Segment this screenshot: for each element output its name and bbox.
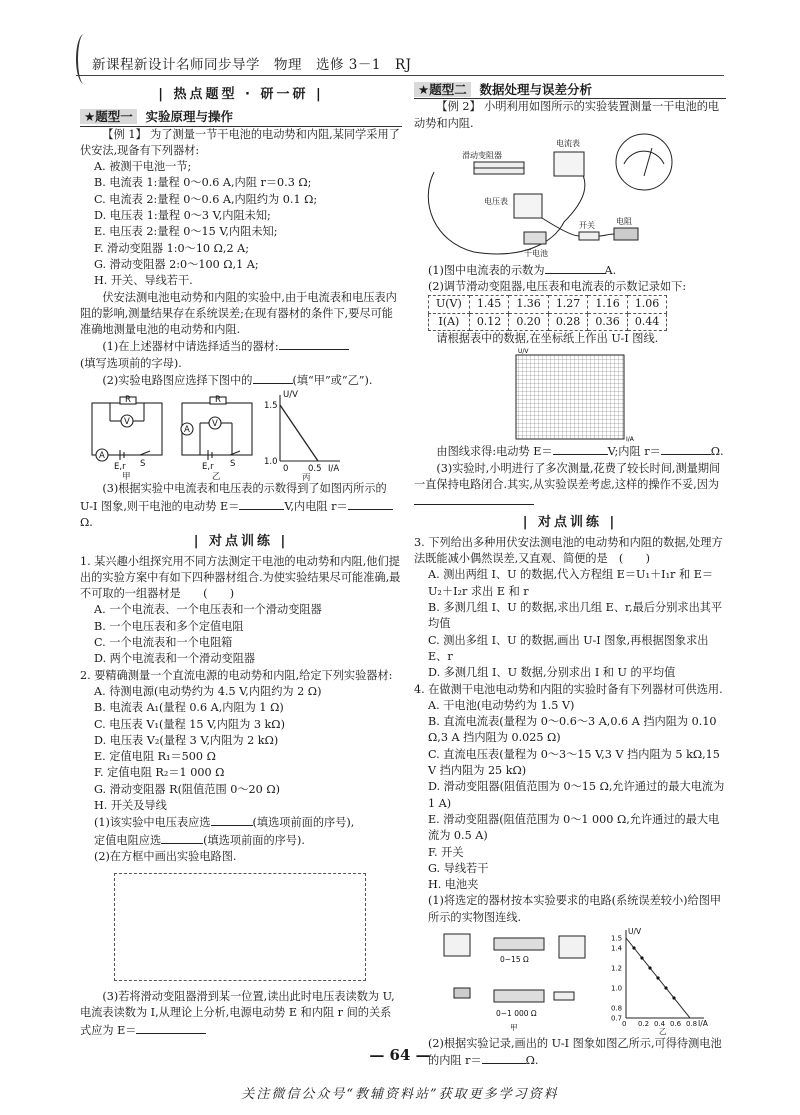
train-title-left: | 对点训练 | xyxy=(193,534,289,550)
ex1-opt-g: G. 滑动变阻器 2:0～100 Ω,1 A; xyxy=(94,257,259,271)
ui-ytick-1: 1.4 xyxy=(611,944,623,953)
label-battery: 干电池 xyxy=(524,248,548,258)
q4-opt-a: A. 干电池(电动势约为 1.5 V) xyxy=(428,698,575,712)
type2-name: 数据处理与误差分析 xyxy=(479,82,592,97)
ex2-stem: 【例 2】 小明利用如图所示的实验装置测量一干电池的电动势和内阻. xyxy=(414,100,720,130)
q2-sub1b: 定值电阻应选 (填选项前面的序号). xyxy=(94,833,305,847)
ui-point-2 xyxy=(648,966,651,969)
ex1-q3: (3)根据实验中电流表和电压表的示数得到了如图丙所示的 U-I 图象,则干电池的电动势 E＝ V,内电阻 r＝Ω. xyxy=(80,481,402,531)
fig-tick-05: 0.5 xyxy=(308,464,322,475)
label-fig-jia: 甲 xyxy=(510,1022,518,1032)
ex1-opt-d: D. 电压表 1:量程 0～3 V,内阻未知; xyxy=(94,209,271,223)
ex2-q3: (3)实验时,小明进行了多次测量,花费了较长时间,测量期间一直保持电路闭合.其实,从实验误差考虑,这样的操作不妥,因为 xyxy=(414,461,726,511)
q2-sub2: (2)在方框中画出实验电路图. xyxy=(94,849,237,863)
ex1-q2: (2)实验电路图应选择下图中的 (填“甲”或“乙”). xyxy=(102,374,373,388)
graph-paper xyxy=(414,347,726,443)
ui-xtick-3: 0.6 xyxy=(670,1019,682,1028)
q2-opt-e: E. 定值电阻 R₁＝500 Ω xyxy=(94,750,216,764)
fig-er-jia: E,r xyxy=(114,462,126,473)
ui-xtick-0: 0 xyxy=(622,1019,627,1028)
q4-stem: 4. 在做测干电池电动势和内阻的实验时备有下列器材可供选用. xyxy=(414,682,723,696)
label-resistor: 电阻 xyxy=(616,216,632,226)
ui-xtick-2: 0.4 xyxy=(654,1019,666,1028)
fig-a-jia: A xyxy=(99,451,105,462)
label-rheostat-1000: 0~1 000 Ω xyxy=(496,1008,537,1018)
label-voltmeter: 电压表 xyxy=(484,196,508,206)
q4-opt-d: D. 滑动变阻器(阻值范围为 0～15 Ω,允许通过的最大电流为 1 A) xyxy=(428,780,725,810)
fig-a-yi: A xyxy=(184,425,190,436)
fig-r-yi: R xyxy=(215,395,221,406)
fig-tick-0: 0 xyxy=(283,464,289,475)
q2-opt-h: H. 开关及导线 xyxy=(94,798,167,812)
ex1-opt-f: F. 滑动变阻器 1:0～10 Ω,2 A; xyxy=(94,241,249,255)
page-number: — 64 — xyxy=(369,1046,431,1064)
fig-r-jia: R xyxy=(125,395,131,406)
q2-opt-d: D. 电压表 V₂(量程 3 V,内阻为 2 kΩ) xyxy=(94,733,279,747)
fig-v-jia: V xyxy=(124,417,130,428)
q2-sub1: (1)该实验中电压表应选 (填选项前面的序号), xyxy=(94,816,355,830)
ui-ytick-4: 0.8 xyxy=(611,1004,623,1013)
ex2-q2c: 由图线求得:电动势 E＝ V;内阻 r＝ Ω. xyxy=(436,445,724,459)
ui-ytick-0: 1.5 xyxy=(611,934,623,943)
grid-u-label: U/V xyxy=(518,348,529,356)
ex1-stem: 【例 1】 为了测量一节干电池的电动势和内阻,某同学采用了伏安法,现备有下列器材: xyxy=(80,127,400,157)
q1-opt-b: B. 一个电压表和多个定值电阻 xyxy=(94,619,244,633)
ex2-q2b: 请根据表中的数据,在坐标纸上作出 U-I 图线. xyxy=(436,332,659,346)
ex1-q1: (1)在上述器材中请选择适当的器材: xyxy=(80,338,402,355)
q4-opt-c: C. 直流电压表(量程为 0～3～15 V,3 V 挡内阻为 5 kΩ,15 V 挡内阻为 25 kΩ) xyxy=(428,747,720,778)
running-header: 新课程新设计名师同步导学 物理 选修 3－1 RJ xyxy=(92,57,412,73)
ui-axis-u: U/V xyxy=(628,926,642,936)
type1-label: ★题型一 xyxy=(80,109,137,124)
ui-axis-i: I/A xyxy=(698,1018,708,1028)
q4-figures xyxy=(414,926,726,1036)
ui-ytick-5: 0.7 xyxy=(611,1014,623,1023)
ui-point-0 xyxy=(632,946,635,949)
table-row-i: I(A) 0.12 0.20 0.28 0.36 0.44 xyxy=(429,313,667,330)
q2-stem: 2. 要精确测量一个直流电源的电动势和内阻,给定下列实验器材: xyxy=(80,668,393,682)
q4-opt-b: B. 直流电流表(量程为 0～0.6～3 A,0.6 A 挡内阻为 0.10 Ω,3 A 挡内阻为 0.025 Ω) xyxy=(428,715,717,745)
fig-tick-10: 1.0 xyxy=(264,457,278,468)
ex1-q1-tail: (填写选项前的字母). xyxy=(80,356,182,370)
q4-sub1: (1)将选定的器材按本实验要求的电路(系统误差较小)给图甲所示的实物图连线. xyxy=(428,894,722,924)
ex1-opt-a: A. 被测干电池一节; xyxy=(94,160,192,174)
fig-label-yi: 乙 xyxy=(212,472,221,482)
ui-xtick-4: 0.8 xyxy=(686,1019,698,1028)
q2-drawing-box xyxy=(114,873,366,981)
q2-sub3: (3)若将滑动变阻器滑到某一位置,读出此时电压表读数为 U,电流表读数为 I,从理论上分析,电源电动势 E 和内阻 r 间的关系式应为 E＝ xyxy=(80,990,395,1037)
footer-note: 关注微信公众号“教辅资料站”获取更多学习资料 xyxy=(241,1087,559,1102)
q1-opt-c: C. 一个电流表和一个电阻箱 xyxy=(94,636,233,650)
q1-opt-a: A. 一个电流表、一个电压表和一个滑动变阻器 xyxy=(94,603,322,617)
fig-label-bing: 丙 xyxy=(302,473,311,482)
ex1-desc: 伏安法测电池电动势和内阻的实验中,由于电流表和电压表内阻的影响,测量结果存在系统误差;在现有器材的条件下,要尽可能准确地测量电池的电动势和内阻. xyxy=(80,290,397,337)
q4-sub2: (2)根据实验记录,画出的 U-I 图象如图乙所示,可得待测电池的内阻 r＝ Ω. xyxy=(428,1036,722,1068)
q2-opt-a: A. 待测电源(电动势约为 4.5 V,内阻约为 2 Ω) xyxy=(94,684,322,698)
ui-ytick-2: 1.2 xyxy=(611,964,623,973)
type1-name: 实验原理与操作 xyxy=(145,109,233,125)
q1-opt-d: D. 两个电流表和一个滑动变阻器 xyxy=(94,652,256,666)
data-table xyxy=(428,295,667,331)
ex1-opt-e: E. 电压表 2:量程 0～15 V,内阻未知; xyxy=(94,225,278,239)
hot-title: | 热点题型 · 研一研 | xyxy=(158,87,324,102)
ui-ytick-3: 1.0 xyxy=(611,984,623,993)
fig-tick-15: 1.5 xyxy=(264,401,278,412)
ui-point-4 xyxy=(664,986,667,989)
fig-s-jia: S xyxy=(140,459,146,470)
ui-xtick-1: 0.2 xyxy=(638,1019,650,1028)
header-brace xyxy=(76,34,92,84)
q3-stem: 3. 下列给出多种用伏安法测电池的电动势和内阻的数据,处理方法既能减小偶然误差,又直观、简便的是 ( ) xyxy=(414,535,723,566)
type2-label: ★题型二 xyxy=(414,82,471,97)
type2-heading xyxy=(414,82,726,99)
label-ammeter: 电流表 xyxy=(556,138,580,148)
q3-opt-c: C. 测出多组 I、U 的数据,画出 U-I 图象,再根据图象求出 E、r xyxy=(428,633,709,663)
q1-stem: 1. 某兴趣小组探究用不同方法测定干电池的电动势和内阻,他们提出的实验方案中有如下四种器材组合.为使实验结果尽可能准确,最不可取的一组器材是 ( ) xyxy=(80,554,401,601)
label-rheostat: 滑动变阻器 xyxy=(462,150,502,160)
fig-uv-bing: U/V xyxy=(283,390,298,401)
q2-opt-c: C. 电压表 V₁(量程 15 V,内阻为 3 kΩ) xyxy=(94,717,285,731)
ex1-circuit-figures xyxy=(80,389,402,481)
ex2-apparatus-figure xyxy=(414,132,726,262)
q4-opt-g: G. 导线若干 xyxy=(428,861,489,875)
fig-er-yi: E,r xyxy=(202,462,214,473)
fig-s-yi: S xyxy=(230,459,236,470)
fig-ia-bing: I/A xyxy=(328,464,340,475)
ex1-opt-h: H. 开关、导线若干. xyxy=(94,274,193,288)
left-column xyxy=(80,87,402,1039)
type1-heading xyxy=(80,109,402,126)
q3-opt-a: A. 测出两组 I、U 的数据,代入方程组 E＝U₁＋I₁r 和 E＝U₂＋I₂r 求出 E 和 r xyxy=(428,568,714,598)
q3-opt-b: B. 多测几组 I、U 的数据,求出几组 E、r,最后分别求出其平均值 xyxy=(428,601,723,631)
q3-opt-d: D. 多测几组 I、U 数据,分别求出 I 和 U 的平均值 xyxy=(428,666,676,680)
train-title-right: | 对点训练 | xyxy=(522,514,618,530)
ex2-q1: (1)图中电流表的示数为 A. xyxy=(428,263,617,277)
q4-opt-f: F. 开关 xyxy=(428,845,464,859)
q4-opt-e: E. 滑动变阻器(阻值范围为 0～1 000 Ω,允许通过的最大电流为 0.5 A) xyxy=(428,812,720,843)
q2-opt-b: B. 电流表 A₁(量程 0.6 A,内阻为 1 Ω) xyxy=(94,701,284,715)
ex2-q2: (2)调节滑动变阻器,电压表和电流表的示数记录如下: xyxy=(428,280,687,294)
fig-label-jia: 甲 xyxy=(122,472,131,482)
fig-v-yi: V xyxy=(212,419,218,430)
ui-point-1 xyxy=(640,956,643,959)
right-column xyxy=(414,82,726,1070)
header-rule xyxy=(76,75,724,76)
label-rheostat-15: 0~15 Ω xyxy=(500,954,529,964)
q2-opt-f: F. 定值电阻 R₂＝1 000 Ω xyxy=(94,766,225,780)
q4-opt-h: H. 电池夹 xyxy=(428,878,479,892)
ex1-opt-c: C. 电流表 2:量程 0～0.6 A,内阻约为 0.1 Ω; xyxy=(94,192,318,206)
label-switch: 开关 xyxy=(579,220,595,230)
table-row-u: U(V) 1.45 1.36 1.27 1.16 1.06 xyxy=(429,296,667,313)
grid-i-label: I/A xyxy=(626,436,634,444)
ui-point-3 xyxy=(656,976,659,979)
ex1-opt-b: B. 电流表 1:量程 0～0.6 A,内阻 r＝0.3 Ω; xyxy=(94,176,312,190)
q2-opt-g: G. 滑动变阻器 R(阻值范围 0～20 Ω) xyxy=(94,782,280,796)
ui-point-5 xyxy=(672,996,675,999)
label-fig-yi: 乙 xyxy=(659,1026,667,1036)
